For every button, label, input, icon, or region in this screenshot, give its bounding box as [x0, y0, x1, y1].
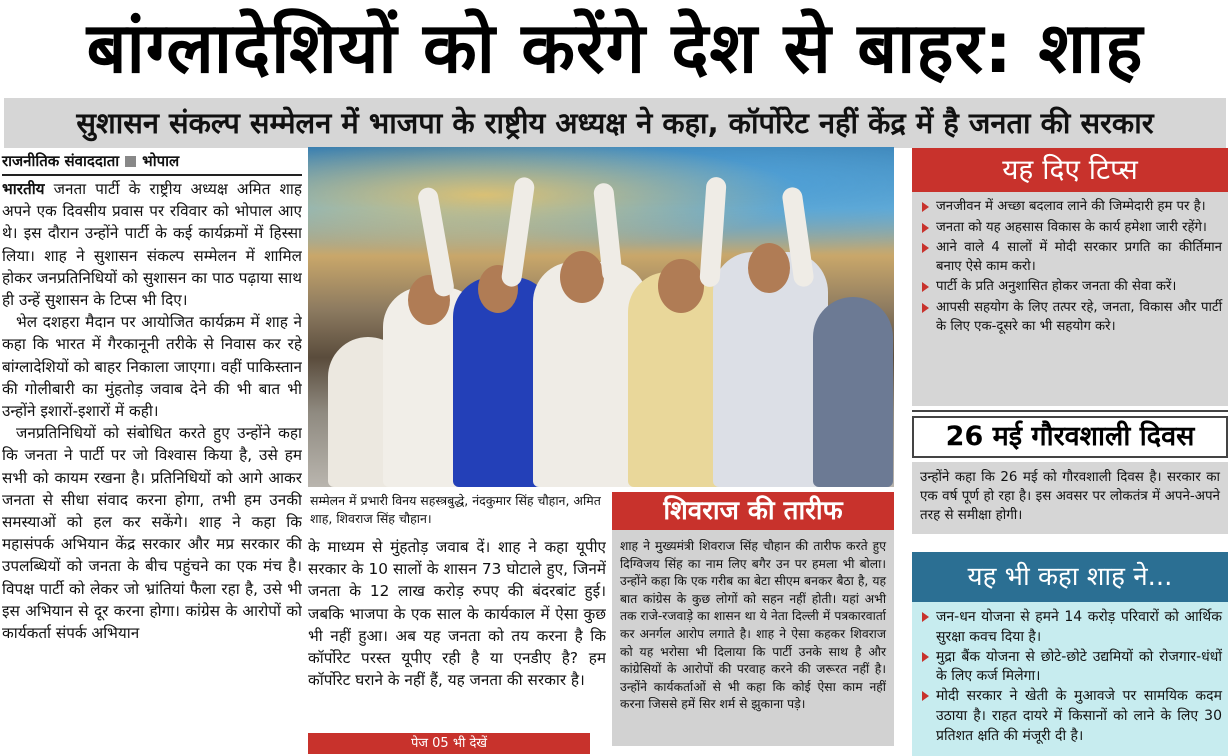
shah-said-item	[920, 687, 1222, 746]
photo-head-6	[748, 243, 790, 293]
article-column-2: के माध्यम से मुंहतोड़ जवाब दें। शाह ने कहा यूपीए सरकार के 10 सालों के शासन 73 घोटाले हुए, जिनमें जनता के 12 लाख करोड़ रुपए की बंदरबांट हुई। जबकि भाजपा के एक साल के कार्यकाल में ऐसा कुछ भी नहीं हुआ। अब यह जनता को तय करना है कि कॉर्पोरेट परस्त यूपीए रही है या एनडीए है? हम कॉर्पोरेट घराने के नहीं हैं, यह जनता की सरकार है।	[308, 538, 606, 690]
shah-said-title: यह भी कहा शाह ने...	[912, 552, 1228, 602]
praise-box-body: शाह ने मुख्यमंत्री शिवराज सिंह चौहान की तारीफ करते हुए दिग्विजय सिंह का नाम लिए बगैर उन पर हमला भी बोला। उन्होंने कहा कि एक गरीब का बेटा सीएम बनकर बैठा है, यह बात कांग्रेस के कुछ लोगों को सहन नहीं होती। यहां अभी तक राजे-रजवाड़े का शासन था ये नेता दिल्ली में पत्रकारवार्ता कर अनर्गल आरोप लगाते है। शाह ने ऐसा कहकर शिवराज को यह भरोसा भी दिलाया कि पार्टी उनके साथ है और कांग्रेसियों के आरोपों की परवाह करने की जरूरत नहीं है। उन्होंने कार्यकर्ताओं से भी कहा कि कोई ऐसा काम नहीं करना जिससे हमें सिर शर्म से झुकाना पड़े।	[620, 539, 886, 712]
byline	[2, 150, 302, 172]
tips-item-text: जनता को यह अहसास विकास के कार्य हमेशा जारी रहेंगे।	[936, 219, 1207, 235]
paragraph-1-text: जनता पार्टी के राष्ट्रीय अध्यक्ष अमित शाह अपने एक दिवसीय प्रवास पर रविवार को भोपाल आए थे। इस दौरान उन्होंने पार्टी के कई कार्यक्रमों में हिस्सा लिया। शाह ने सुशासन संकल्प सम्मेलन में शामिल होकर जनप्रतिनिधियों को सुशासन का पाठ पढ़ाया साथ ही उन्हें सुशासन के टिप्स भी दिए।	[2, 180, 302, 310]
byline-city: भोपाल	[142, 152, 180, 170]
photo-caption: सम्मेलन में प्रभारी विनय सहस्त्रबुद्धे, नंदकुमार सिंह चौहान, अमित शाह, शिवराज सिंह चौहान।	[310, 493, 601, 526]
triangle-bullet-icon	[922, 202, 929, 212]
tips-item	[920, 239, 1222, 276]
proud-day-body: उन्होंने कहा कि 26 मई को गौरवशाली दिवस है। सरकार का एक वर्ष पूर्ण हो रहा है। इस अवसर पर लोकतंत्र में अपने-अपने तरह से समीक्षा होगी।	[912, 462, 1228, 534]
tips-item	[920, 299, 1222, 336]
tips-item-text: आपसी सहयोग के लिए तत्पर रहे, जनता, विकास और पार्टी के लिए एक-दूसरे का भी सहयोग करे।	[936, 299, 1222, 334]
triangle-bullet-icon	[922, 652, 929, 662]
triangle-bullet-icon	[922, 691, 929, 701]
tips-item	[920, 198, 1222, 217]
see-page-link[interactable]: पेज 05 भी देखें	[308, 733, 590, 754]
headline: बांग्लादेशियों को करेंगे देश से बाहर: शाह	[86, 7, 1144, 89]
article-paragraph-3: जनप्रतिनिधियों को संबोधित करते हुए उन्होंने कहा कि जनता ने पार्टी पर जो विश्वास किया है, उसे हम सभी को कायम रखना है। प्रतिनिधियों को आगे आकर जनता से सीधा संवाद करना होगा, तभी हम उनकी समस्याओं को हल कर सकेंगे। शाह ने कहा कि महासंपर्क अभियान केंद्र सरकार और मप्र सरकार की उपलब्धियों को जनता के बीच पहुंचने का एक मंच है। विपक्ष पार्टी को लेकर जो भ्रांतियां फैला रहा है, उसे भी इस अभियान से दूर करना होगा। कांग्रेस के आरोपों को कार्यकर्ता संपर्क अभियान	[2, 424, 302, 643]
triangle-bullet-icon	[922, 223, 929, 233]
tips-list	[912, 192, 1228, 336]
photo-person-7	[813, 297, 893, 487]
byline-reporter: राजनीतिक संवाददाता	[2, 152, 120, 170]
tips-item	[920, 278, 1222, 297]
lead-word: भारतीय	[2, 180, 45, 198]
tips-item-text: आने वाले 4 सालों में मोदी सरकार प्रगति का कीर्तिमान बनाए ऐसे काम करो।	[936, 240, 1222, 274]
proud-day-title: 26 मई गौरवशाली दिवस	[912, 416, 1228, 458]
shah-said-item	[920, 608, 1222, 648]
triangle-bullet-icon	[922, 303, 929, 313]
shah-said-box	[912, 552, 1228, 756]
article-paragraph-2: भेल दशहरा मैदान पर आयोजित कार्यक्रम में शाह ने कहा कि भारत में गैरकानूनी तरीके से निवास कर रहे बांग्लादेशियों को बाहर निकाला जाएगा। वहीं पाकिस्तान की गोलीबारी का मुंहतोड़ जवाब देने की भी बात भी उन्होंने इशारों-इशारों में कही।	[2, 313, 302, 421]
shah-said-list	[912, 602, 1228, 756]
tips-item-text: जनजीवन में अच्छा बदलाव लाने की जिम्मेदारी हम पर है।	[936, 199, 1206, 214]
photo-head-4	[560, 251, 604, 303]
article-paragraph-1	[2, 178, 302, 311]
byline-rule	[2, 174, 302, 176]
article-column-1	[2, 178, 302, 756]
square-bullet-icon	[125, 156, 136, 167]
praise-box-title: शिवराज की तारीफ	[612, 492, 894, 530]
sidebar-divider	[912, 410, 1228, 412]
triangle-bullet-icon	[922, 243, 929, 253]
triangle-bullet-icon	[922, 282, 929, 292]
tips-item	[920, 219, 1222, 238]
shah-said-item-text: मोदी सरकार ने खेती के मुआवजे पर सामयिक कदम उठाया है। राहत दायरे में किसानों को लाने के लिए 30 प्रतिशत क्षति की मंजूरी दी है।	[936, 688, 1222, 744]
tips-box-title: यह दिए टिप्स	[912, 148, 1228, 192]
news-photo	[308, 147, 894, 487]
tips-box	[912, 148, 1228, 406]
shah-said-item-text: मुद्रा बैंक योजना से छोटे-छोटे उद्यमियों को रोजगार-धंधों के लिए कर्ज मिलेगा।	[936, 648, 1222, 685]
triangle-bullet-icon	[922, 612, 929, 622]
praise-box	[612, 492, 894, 746]
tips-item-text: पार्टी के प्रति अनुशासित होकर जनता की सेवा करें।	[936, 279, 1177, 295]
photo-head-5	[658, 259, 704, 313]
subheadline: सुशासन संकल्प सम्मेलन में भाजपा के राष्ट्रीय अध्यक्ष ने कहा, कॉर्पोरेट नहीं केंद्र में है जनता की सरकार	[4, 98, 1226, 148]
shah-said-item	[920, 648, 1222, 688]
shah-said-item-text: जन-धन योजना से हमने 14 करोड़ परिवारों को आर्थिक सुरक्षा कवच दिया है।	[936, 609, 1222, 645]
proud-day-box	[912, 416, 1228, 534]
